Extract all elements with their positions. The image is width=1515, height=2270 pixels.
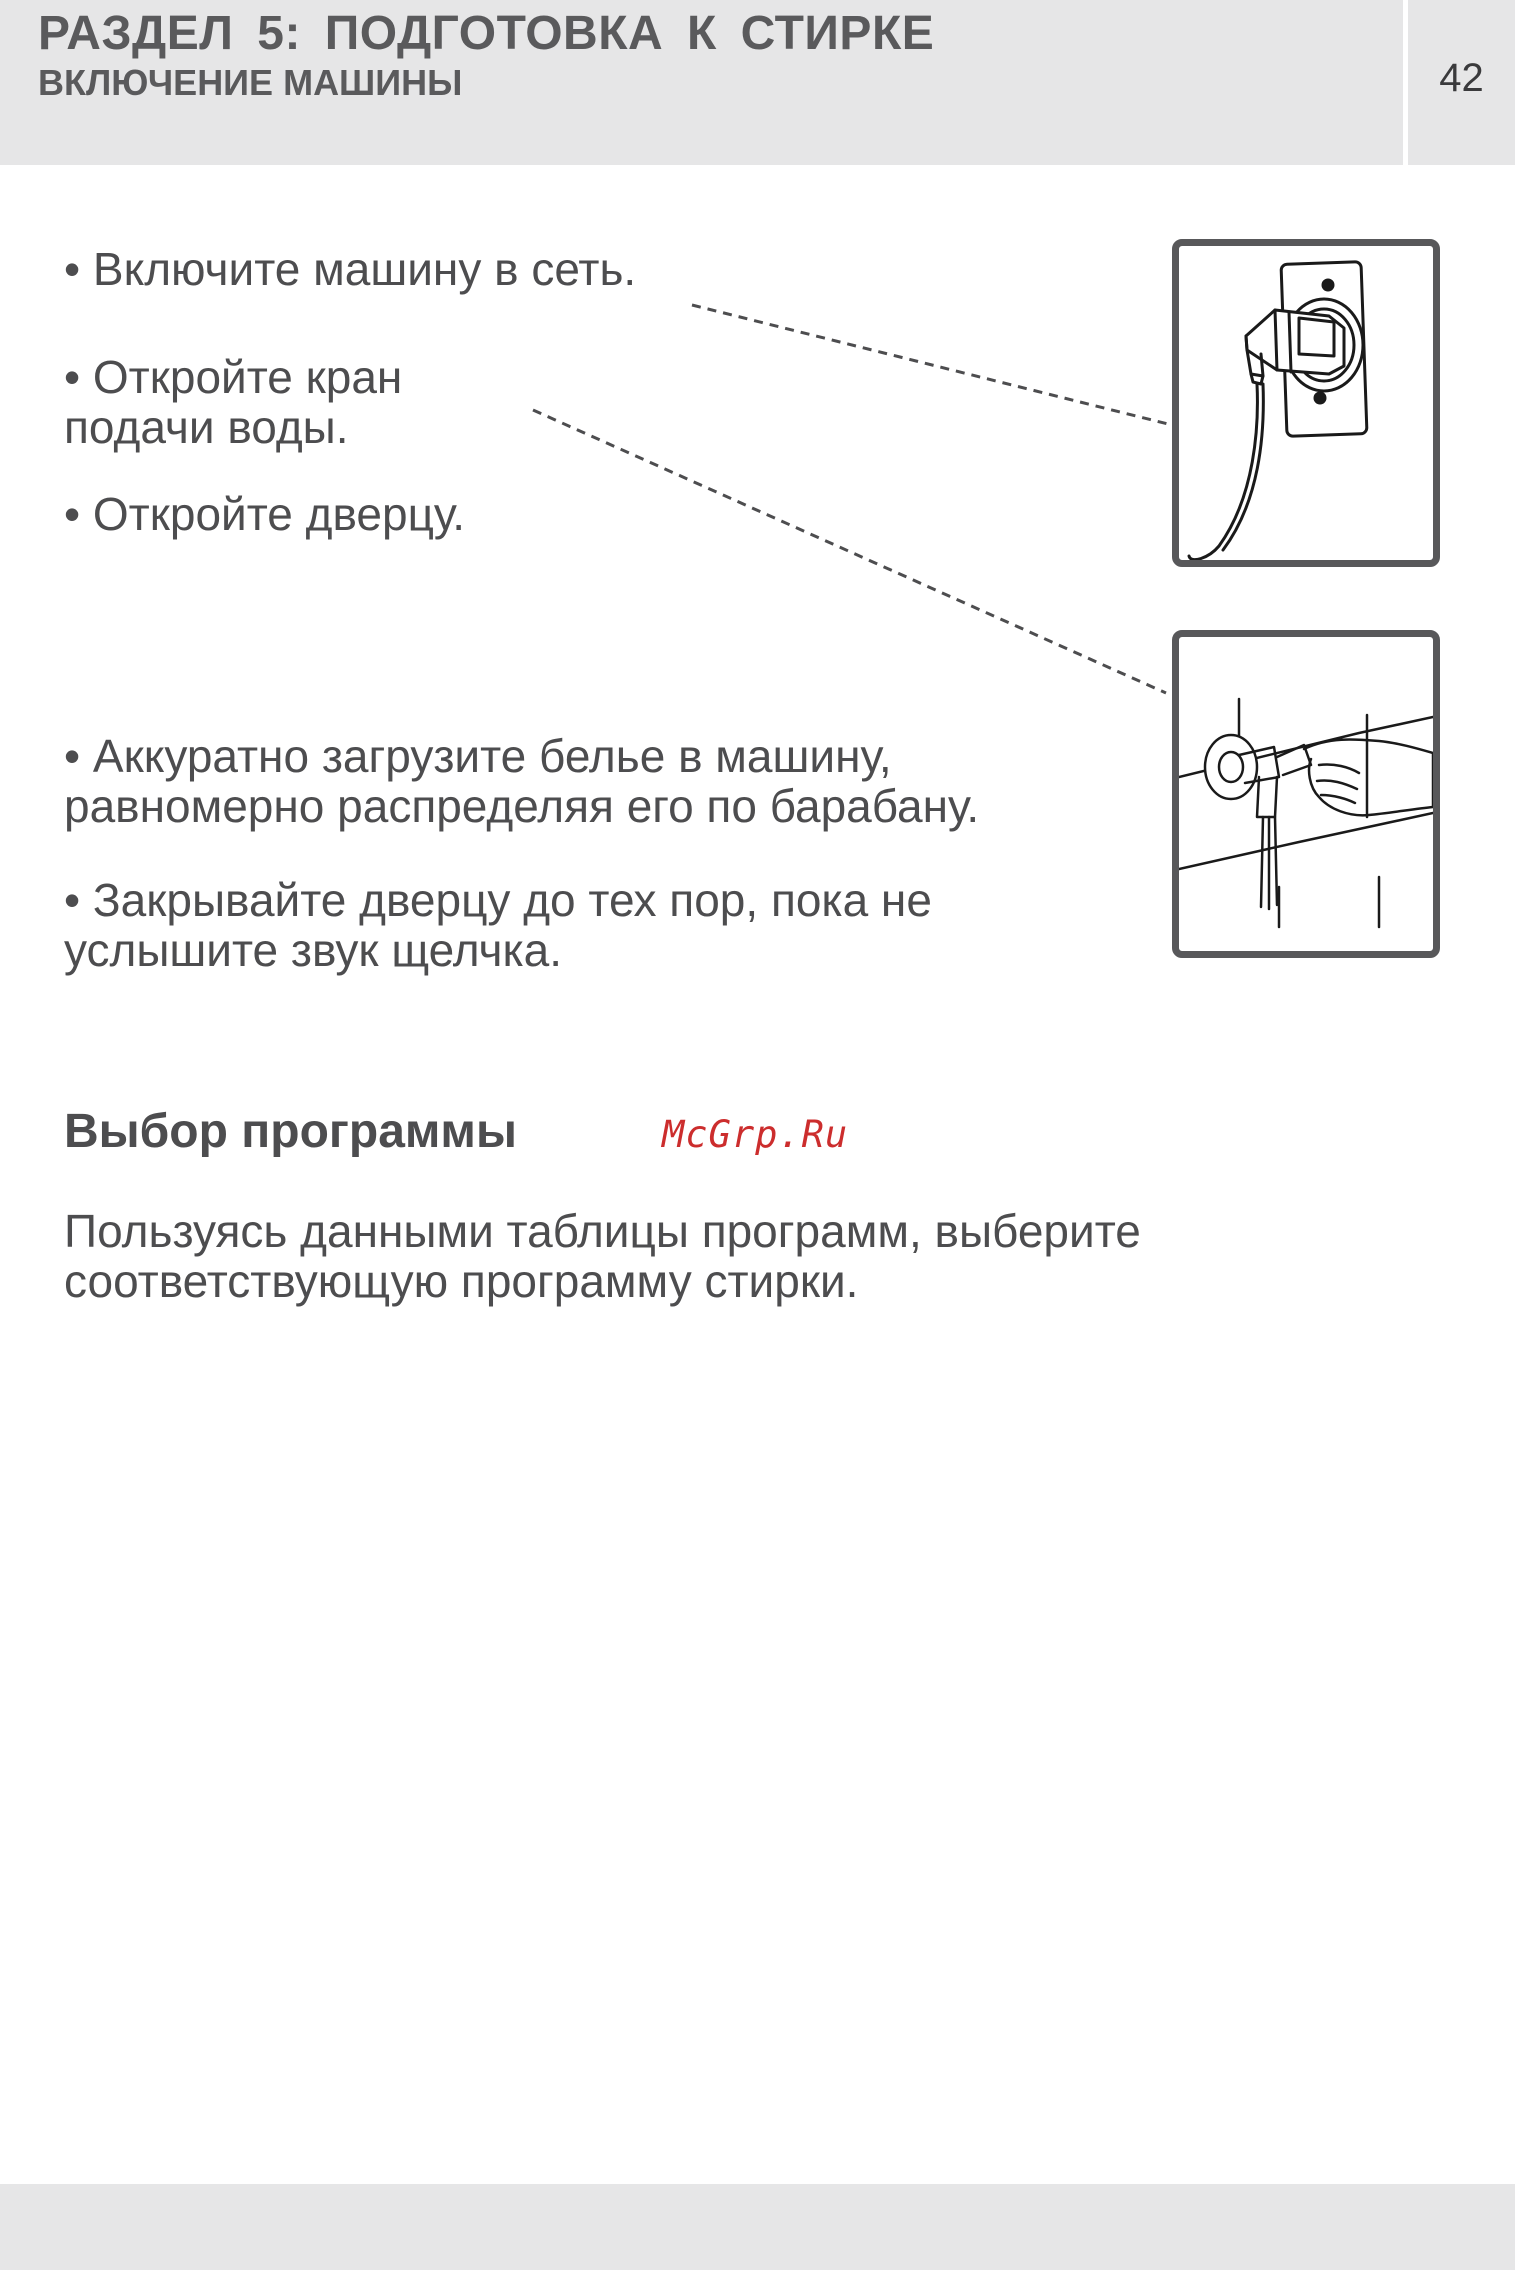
page-number: 42 bbox=[1439, 56, 1484, 100]
instruction-line: услышите звук щелчка. bbox=[64, 924, 563, 976]
watermark: McGrp.Ru bbox=[662, 1113, 849, 1156]
program-section-text bbox=[64, 1206, 1141, 1306]
plug-illustration bbox=[1172, 239, 1440, 567]
instruction-line: • Включите машину в сеть. bbox=[64, 244, 636, 294]
program-section-heading: Выбор программы bbox=[64, 1105, 517, 1158]
tap-illustration bbox=[1172, 630, 1440, 958]
instruction-line: подачи воды. bbox=[64, 401, 349, 453]
leader-line-tap bbox=[533, 410, 1166, 693]
instruction-line: • Аккуратно загрузите белье в машину, bbox=[64, 731, 979, 781]
program-text-line: соответствующую программу стирки. bbox=[64, 1255, 859, 1307]
instruction-close-door bbox=[64, 875, 932, 975]
section-title: РАЗДЕЛ 5: ПОДГОТОВКА К СТИРКЕ bbox=[38, 7, 935, 60]
instruction-line: равномерно распределяя его по барабану. bbox=[64, 780, 980, 832]
instruction-load-laundry bbox=[64, 731, 979, 831]
instruction-open-door bbox=[64, 489, 465, 539]
leader-line-plug bbox=[692, 305, 1172, 425]
section-subtitle: ВКЛЮЧЕНИЕ МАШИНЫ bbox=[38, 62, 463, 103]
instruction-line: • Откройте дверцу. bbox=[64, 489, 465, 539]
instruction-line: • Закрывайте дверцу до тех пор, пока не bbox=[64, 875, 932, 925]
footer-bar bbox=[0, 2184, 1515, 2270]
program-text-line: Пользуясь данными таблицы программ, выберите bbox=[64, 1205, 1141, 1257]
water-tap-hand-icon bbox=[1179, 637, 1433, 951]
instruction-plug-in bbox=[64, 244, 636, 294]
instruction-open-tap bbox=[64, 352, 402, 452]
instruction-line: • Откройте кран bbox=[64, 352, 402, 402]
power-plug-socket-icon bbox=[1179, 246, 1433, 560]
